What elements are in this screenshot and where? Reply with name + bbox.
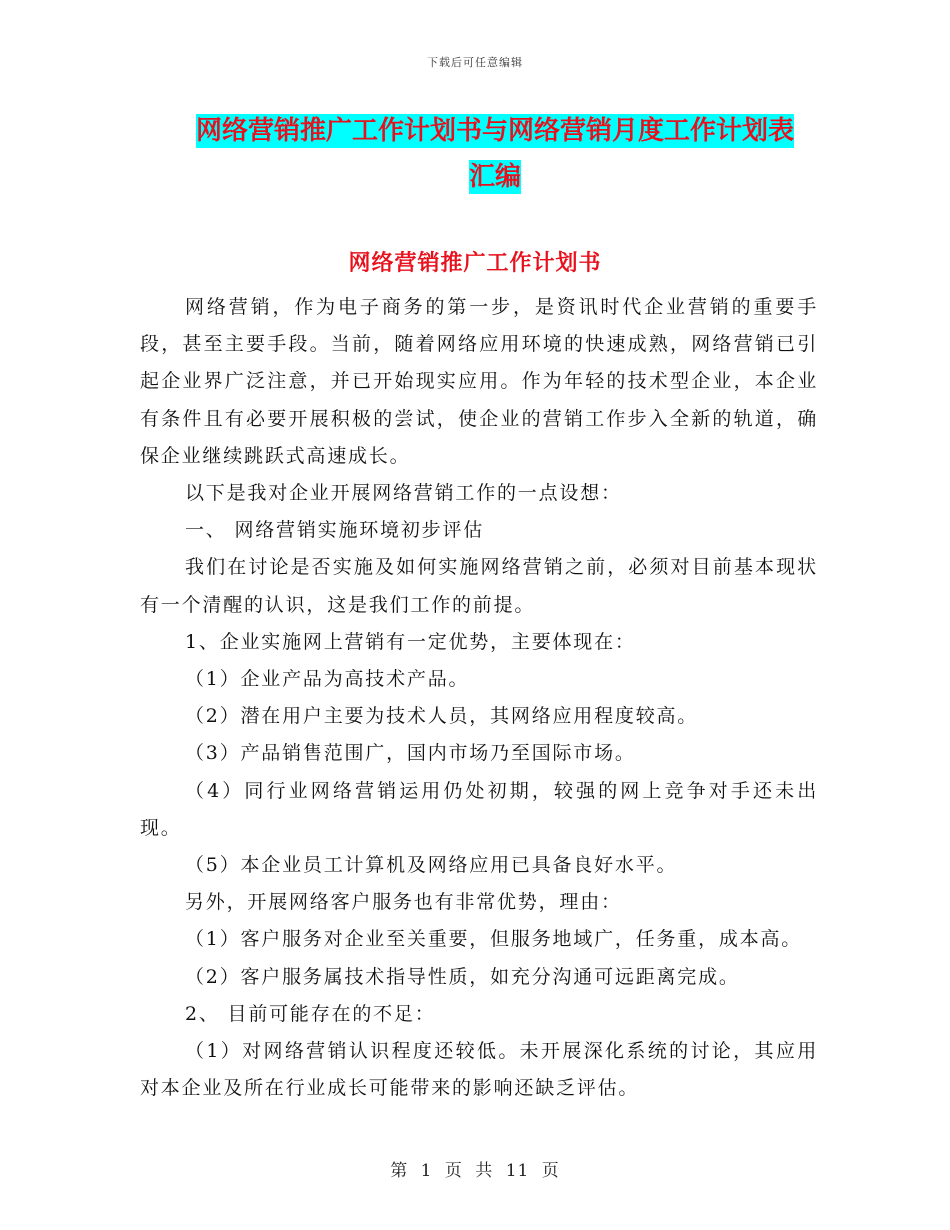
title-line-1: 网络营销推广工作计划书与网络营销月度工作计划表 [195, 116, 794, 146]
page-footer: 第 1 页 共 11 页 [390, 1161, 560, 1181]
paragraph-heading: 一、 网络营销实施环境初步评估 [185, 519, 485, 542]
body-text [140, 289, 818, 1107]
paragraph: 我们在讨论是否实施及如何实施网络营销之前，必须对目前基本现状有一个清醒的认识，这是我们工作的前提。 [140, 556, 818, 616]
list-item: （2）潜在用户主要为技术人员，其网络应用程度较高。 [185, 705, 699, 728]
list-item: （4）同行业网络营销运用仍处初期，较强的网上竞争对手还未出现。 [140, 779, 818, 839]
paragraph: 网络营销，作为电子商务的第一步，是资讯时代企业营销的重要手段，甚至主要手段。当前，随着网络应用环境的快速成熟，网络营销已引起企业界广泛注意，并已开始现实应用。作为年轻的技术型企业，本企业有条件且有必要开展积极的尝试，使企业的营销工作步入全新的轨道，确保企业继续跳跃式高速成长。 [140, 296, 818, 467]
paragraph-heading: 1、企业实施网上营销有一定优势，主要体现在： [185, 630, 636, 653]
document-title [120, 108, 870, 200]
list-item: （1）对网络营销认识程度还较低。未开展深化系统的讨论，其应用对本企业及所在行业成长可能带来的影响还缺乏评估。 [140, 1040, 818, 1100]
list-item: （1）客户服务对企业至关重要，但服务地域广，任务重，成本高。 [185, 928, 803, 951]
paragraph-heading: 2、 目前可能存在的不足： [185, 1002, 436, 1025]
list-item: （1）企业产品为高技术产品。 [185, 668, 470, 691]
paragraph: 以下是我对企业开展网络营销工作的一点设想： [185, 482, 622, 505]
paragraph: 另外，开展网络客户服务也有非常优势，理由： [185, 891, 622, 914]
section-title: 网络营销推广工作计划书 [348, 250, 602, 276]
list-item: （2）客户服务属技术指导性质，如充分沟通可远距离完成。 [185, 965, 740, 988]
list-item: （5）本企业员工计算机及网络应用已具备良好水平。 [185, 854, 678, 877]
header-note: 下载后可任意编辑 [427, 56, 523, 69]
list-item: （3）产品销售范围广，国内市场乃至国际市场。 [185, 742, 636, 765]
title-line-2: 汇编 [468, 162, 521, 192]
